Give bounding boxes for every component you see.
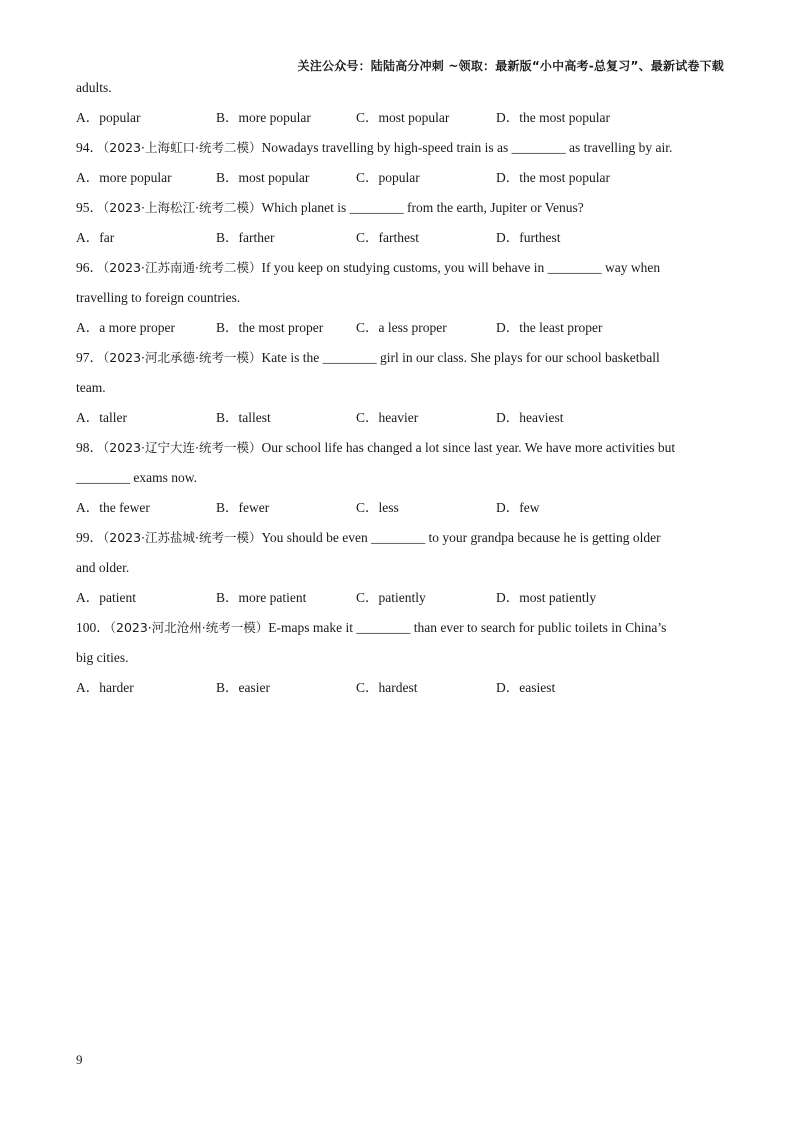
question-source: （2023·江苏南通·统考二模）: [103, 260, 262, 275]
question-94: [76, 139, 726, 169]
question-98: [76, 439, 726, 469]
previous-question-options: [76, 109, 726, 139]
question-number: 95．: [76, 200, 103, 215]
question-number: 100．: [76, 620, 110, 635]
option-b: B．most popular: [216, 170, 310, 185]
option-a: A．harder: [76, 680, 134, 695]
page-header-banner: 关注公众号：陆陆高分冲刺 ~领取：最新版“小中高考-总复习”、最新试卷下载: [297, 59, 724, 73]
question-100-options: [76, 679, 726, 709]
question-99: [76, 529, 726, 559]
previous-question-tail: adults.: [76, 80, 112, 95]
question-99-continuation: and older.: [76, 560, 130, 575]
question-number: 97．: [76, 350, 103, 365]
question-text: If you keep on studying customs, you will behave in ________ way when: [261, 260, 661, 275]
option-c: C．less: [356, 500, 399, 515]
option-d: D．furthest: [496, 230, 561, 245]
question-96-options: [76, 319, 726, 349]
option-c: C．hardest: [356, 680, 418, 695]
question-100: [76, 619, 726, 649]
option-c: C．farthest: [356, 230, 419, 245]
question-96-continuation: travelling to foreign countries.: [76, 290, 241, 305]
option-a: A．the fewer: [76, 500, 150, 515]
option-d: D．most patiently: [496, 590, 597, 605]
option-b: B．easier: [216, 680, 270, 695]
option-d: D．easiest: [496, 680, 556, 695]
question-100-continuation: big cities.: [76, 650, 129, 665]
question-number: 98．: [76, 440, 103, 455]
question-text: Our school life has changed a lot since last year. We have more activities but: [261, 440, 676, 455]
question-98-options: [76, 499, 726, 529]
question-99-options: [76, 589, 726, 619]
question-95-options: [76, 229, 726, 259]
option-c: C．popular: [356, 170, 420, 185]
option-a: A．popular: [76, 110, 141, 125]
question-97-continuation: team.: [76, 380, 106, 395]
option-d: D．the least proper: [496, 320, 603, 335]
option-b: B．fewer: [216, 500, 270, 515]
question-number: 99．: [76, 530, 103, 545]
question-97-options: [76, 409, 726, 439]
question-94-options: [76, 169, 726, 199]
option-a: A．taller: [76, 410, 127, 425]
question-text: Nowadays travelling by high-speed train is as ________ as travelling by air.: [261, 140, 673, 155]
question-source: （2023·河北沧州·统考一模）: [109, 620, 269, 635]
option-b: B．tallest: [216, 410, 271, 425]
question-text: E-maps make it ________ than ever to search for public toilets in China’s: [268, 620, 667, 635]
question-source: （2023·河北承德·统考一模）: [103, 350, 262, 365]
option-a: A．far: [76, 230, 115, 245]
option-a: A．a more proper: [76, 320, 175, 335]
question-source: （2023·辽宁大连·统考一模）: [103, 440, 262, 455]
question-text: You should be even ________ to your grandpa because he is getting older: [261, 530, 661, 545]
question-number: 94．: [76, 140, 103, 155]
option-a: A．more popular: [76, 170, 172, 185]
option-c: C．heavier: [356, 410, 419, 425]
question-98-continuation: ________ exams now.: [76, 470, 197, 485]
option-a: A．patient: [76, 590, 136, 605]
option-b: B．more patient: [216, 590, 307, 605]
question-source: （2023·上海虹口·统考二模）: [103, 140, 262, 155]
question-text: Kate is the ________ girl in our class. She plays for our school basketball: [261, 350, 660, 365]
question-95: [76, 199, 726, 229]
option-c: C．a less proper: [356, 320, 447, 335]
option-d: D．heaviest: [496, 410, 564, 425]
option-b: B．more popular: [216, 110, 311, 125]
question-text: Which planet is ________ from the earth, Jupiter or Venus?: [261, 200, 584, 215]
option-d: D．the most popular: [496, 170, 610, 185]
option-b: B．the most proper: [216, 320, 324, 335]
option-b: B．farther: [216, 230, 275, 245]
question-97: [76, 349, 726, 379]
question-source: （2023·江苏盐城·统考一模）: [103, 530, 262, 545]
question-content: [76, 79, 726, 709]
option-d: D．the most popular: [496, 110, 610, 125]
option-d: D．few: [496, 500, 540, 515]
question-source: （2023·上海松江·统考二模）: [103, 200, 262, 215]
question-96: [76, 259, 726, 289]
page-number: 9: [76, 1052, 83, 1067]
option-c: C．patiently: [356, 590, 426, 605]
option-c: C．most popular: [356, 110, 450, 125]
question-number: 96．: [76, 260, 103, 275]
